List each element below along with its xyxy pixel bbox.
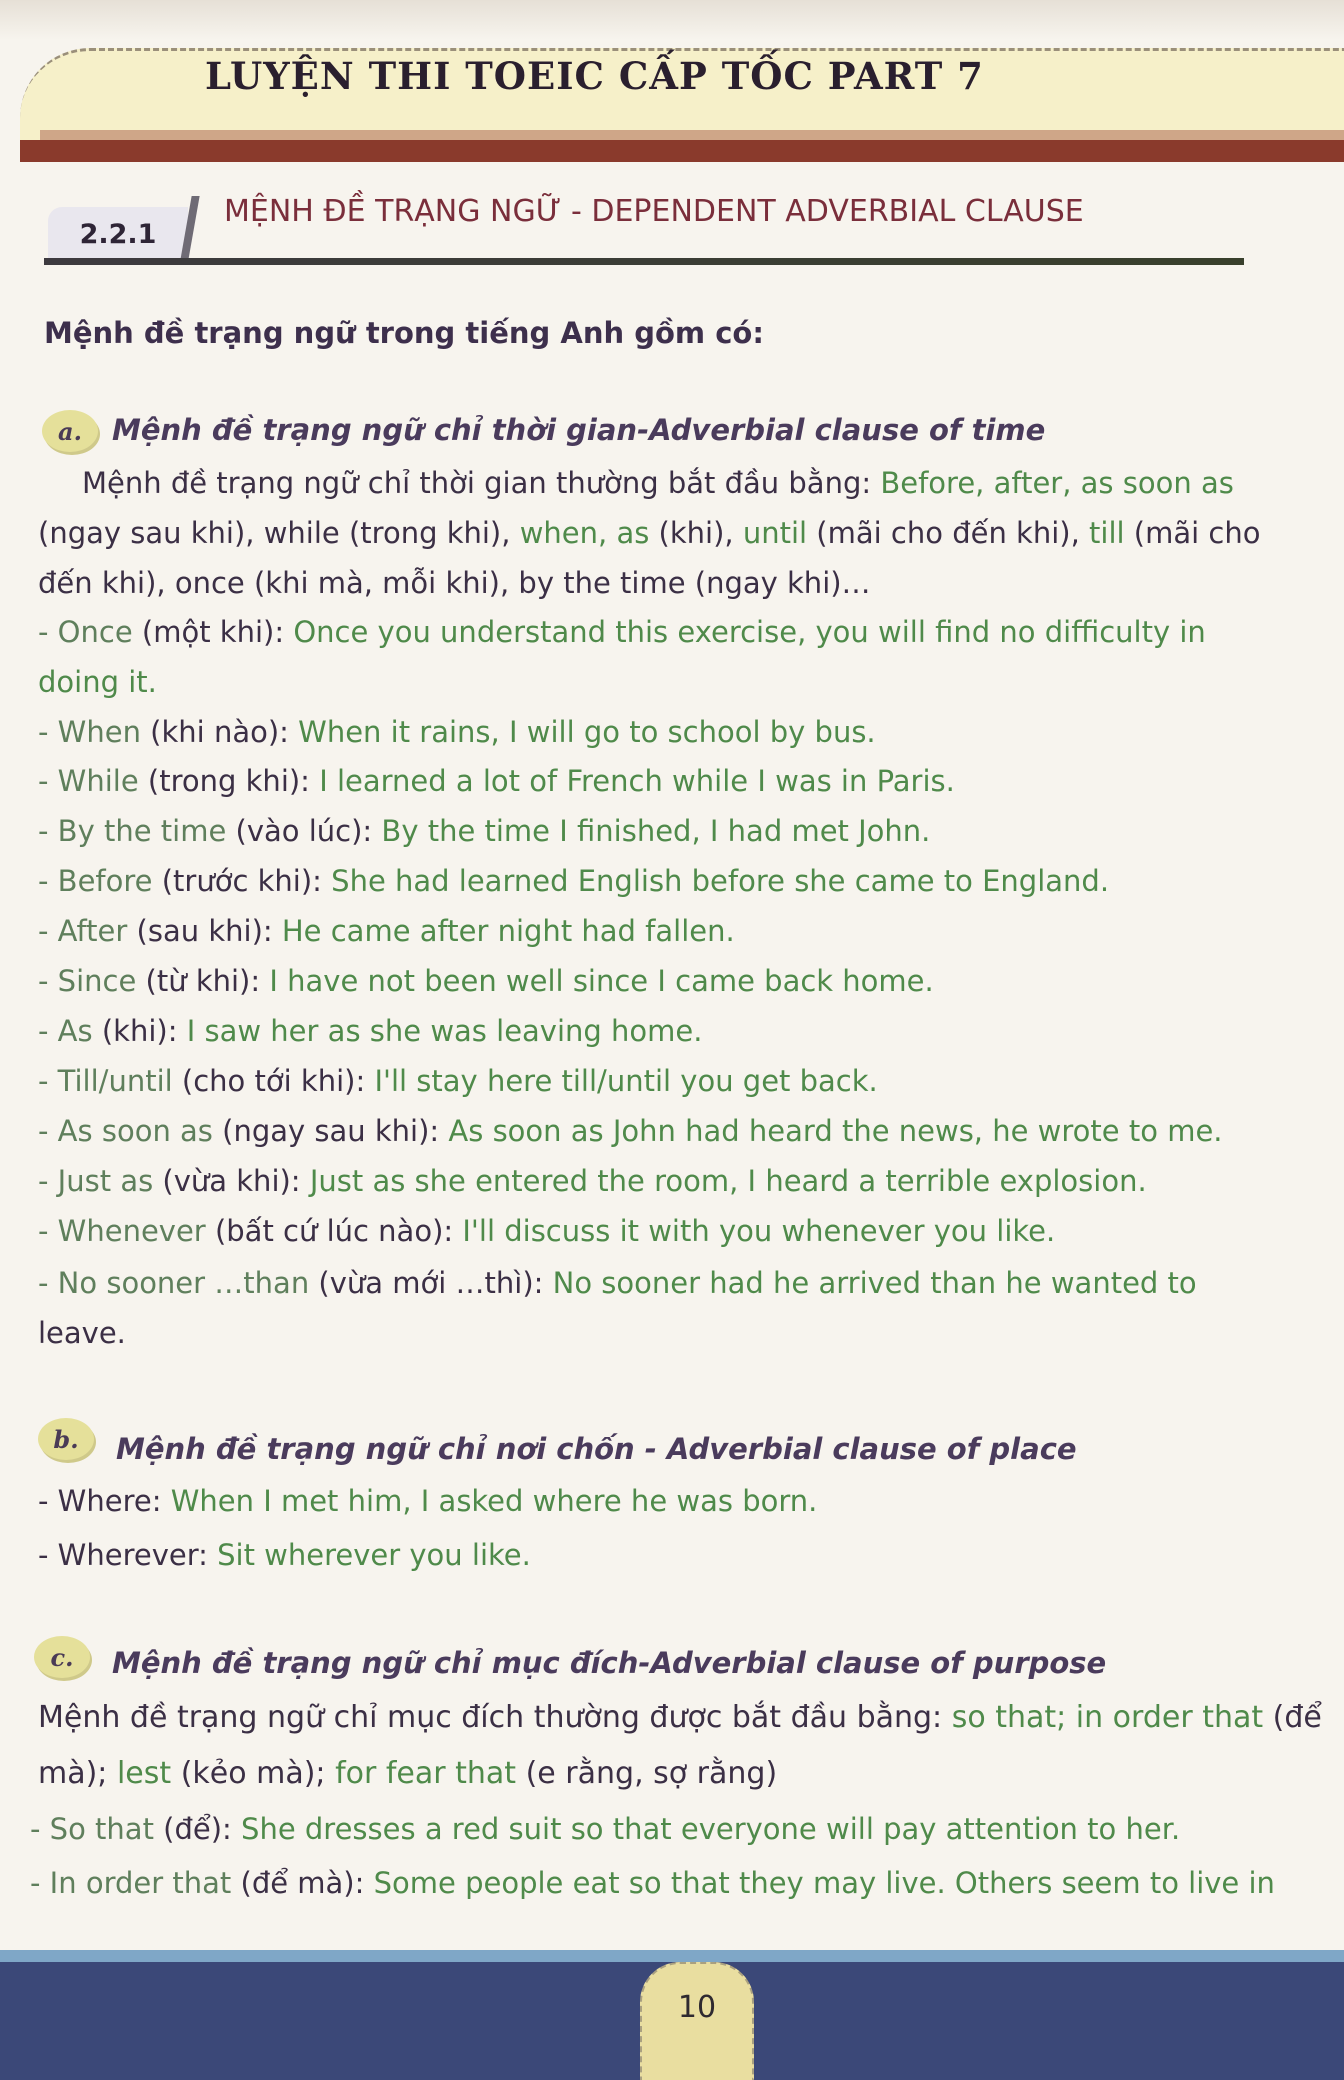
text: (ngay sau khi), while (trong khi), [38,516,520,550]
example: As soon as John had heard the news, he wrote to me. [448,1114,1223,1148]
keyword: - Wherever: [38,1538,218,1572]
purpose-desc-line2 [38,1756,777,1792]
meaning: (để): [153,1812,242,1846]
example: When it rains, I will go to school by bus. [298,715,876,749]
text: mà); [38,1756,117,1791]
section-number: 2.2.1 [48,207,188,261]
section-underline [44,258,1244,265]
example-wherever [38,1538,531,1573]
keyword: - As [38,1014,93,1048]
example: Some people eat so that they may live. Others seem to live in [373,1866,1275,1900]
example-whenever [38,1214,1055,1249]
example-before [38,864,1109,899]
example-once-cont: doing it. [38,665,157,699]
header-title: LUYỆN THI TOEIC CẤP TỐC PART 7 [205,54,984,98]
section-title: MỆNH ĐỀ TRẠNG NGỮ - DEPENDENT ADVERBIAL CLAUSE [224,194,1084,229]
example: Once you understand this exercise, you will find no difficulty in [293,615,1206,649]
keyword: - No sooner …than [38,1266,310,1300]
intro-text: Mệnh đề trạng ngữ trong tiếng Anh gồm có: [44,316,764,350]
keyword: - Where: [38,1484,171,1518]
meaning: (vừa mới …thì): [309,1266,553,1300]
meaning: (ngay sau khi): [212,1114,449,1148]
text: Mệnh đề trạng ngữ chỉ mục đích thường được bắt đầu bằng: [38,1700,952,1735]
badge-b: b. [38,1418,94,1460]
text: (để [1263,1700,1322,1735]
keyword: - While [38,764,139,798]
purpose-desc-line1 [38,1700,1322,1736]
heading-time-clause: Mệnh đề trạng ngữ chỉ thời gian-Adverbial clause of time [112,413,1046,447]
example: I have not been well since I came back home. [269,964,934,998]
example-as [38,1014,702,1049]
example-after [38,914,735,949]
example-as-soon-as [38,1114,1223,1149]
page-top-shadow [0,0,1344,40]
keyword: - After [38,914,128,948]
meaning: (khi nào): [140,715,299,749]
example-when [38,715,876,750]
text: (mãi cho [1124,516,1261,550]
meaning: (một khi): [132,615,294,649]
text: when, as [519,516,650,550]
time-desc-line1 [82,466,1234,501]
keyword: - By the time [38,814,227,848]
example: She dresses a red suit so that everyone will pay attention to her. [241,1812,1181,1846]
text: (kẻo mà); [171,1756,336,1791]
keyword: - As soon as [38,1114,213,1148]
text: (khi), [649,516,743,550]
meaning: (trong khi): [138,764,320,798]
meaning: (bất cứ lúc nào): [205,1214,463,1248]
example: Just as she entered the room, I heard a terrible explosion. [309,1164,1147,1198]
example: He came after night had fallen. [281,914,735,948]
keyword: - Before [38,864,153,898]
keyword: - Whenever [38,1214,206,1248]
meaning: (vừa khi): [153,1164,310,1198]
example: When I met him, I asked where he was born. [170,1484,818,1518]
example: I'll discuss it with you whenever you like. [462,1214,1056,1248]
text: till [1089,516,1125,550]
badge-c: c. [34,1636,90,1678]
example: No sooner had he arrived than he wanted to [552,1266,1197,1300]
example-while [38,764,955,799]
example: She had learned English before she came to England. [331,864,1110,898]
text: until [742,516,808,550]
text: lest [116,1756,172,1791]
heading-purpose-clause: Mệnh đề trạng ngữ chỉ mục đích-Adverbial clause of purpose [112,1646,1107,1680]
text: (mãi cho đến khi), [807,516,1090,550]
keyword: - Till/until [38,1064,173,1098]
example-just-as [38,1164,1147,1199]
example: By the time I finished, I had met John. [381,814,931,848]
example-so-that [30,1812,1180,1847]
example-since [38,964,934,999]
meaning: (khi): [92,1014,187,1048]
meaning: (từ khi): [136,964,270,998]
example: I'll stay here till/until you get back. [374,1064,878,1098]
text: Mệnh đề trạng ngữ chỉ thời gian thường bắt đầu bằng: [82,466,881,500]
header-accent [40,130,1344,140]
keyword: - So that [30,1812,154,1846]
keyword: - Once [38,615,133,649]
meaning: (để mà): [231,1866,374,1900]
text: so that; in order that [951,1700,1264,1735]
example-once [38,615,1206,650]
example-in-order-that [30,1866,1275,1901]
badge-a: a. [42,410,98,452]
example-no-sooner-cont: leave. [38,1316,126,1350]
example: I saw her as she was leaving home. [186,1014,703,1048]
time-desc-line3: đến khi), once (khi mà, mỗi khi), by the time (ngay khi)… [38,566,871,600]
meaning: (vào lúc): [226,814,382,848]
meaning: (cho tới khi): [172,1064,375,1098]
page-number: 10 [677,1990,717,2025]
time-desc-line2 [38,516,1261,551]
example-till-until [38,1064,878,1099]
text: Before, after, as soon as [880,466,1234,500]
keyword: - In order that [30,1866,232,1900]
keyword: - Since [38,964,137,998]
example: Sit wherever you like. [217,1538,531,1572]
keyword: - Just as [38,1164,154,1198]
meaning: (trước khi): [152,864,332,898]
example-no-sooner [38,1266,1197,1301]
example-by-the-time [38,814,930,849]
footer-stripe [0,1950,1344,1962]
text: for fear that [335,1756,517,1791]
header-stripe [20,140,1344,162]
text: (e rằng, sợ rằng) [516,1756,778,1791]
example: I learned a lot of French while I was in Paris. [319,764,955,798]
heading-place-clause: Mệnh đề trạng ngữ chỉ nơi chốn - Adverbial clause of place [116,1432,1077,1466]
keyword: - When [38,715,141,749]
example-where [38,1484,817,1519]
meaning: (sau khi): [127,914,282,948]
